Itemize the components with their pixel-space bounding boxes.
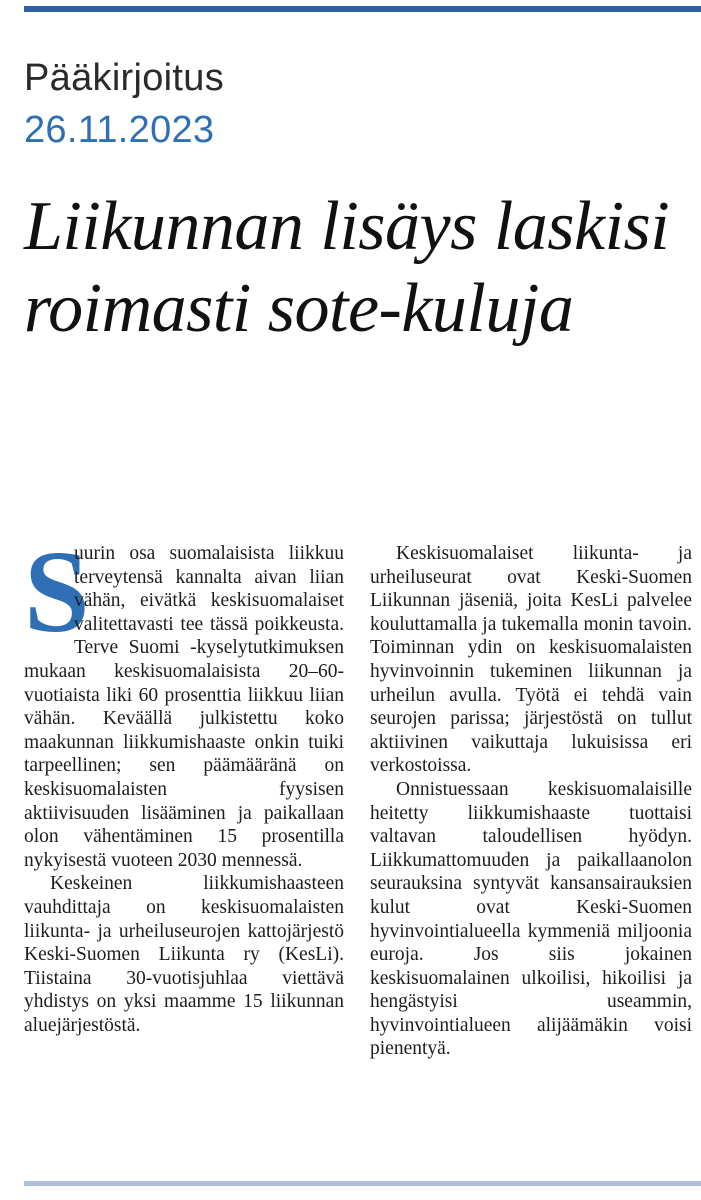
publication-date: 26.11.2023 — [24, 109, 215, 151]
headline: Liikunnan lisäys laskisi roimasti sote-kuluja — [24, 188, 670, 347]
paragraph-4: Onnistuessaan keskisuomalaisille heitetty liikkumishaaste tuottaisi valtavan taloudellisen hyödyn. Liikkumattomuuden ja paikallaanolon seurauksina syntyvät kansansairauksien kulut ovat Keski-Suomen hyvinvointialueella kymmeniä miljoonia euroja. Jos siis jokainen keskisuomalainen ulkoilisi, hikoilisi ja hengästyisi useammin, hyvinvointialueen alijäämäkin voisi pienentyä. — [370, 778, 692, 1060]
paragraph-3: Keskisuomalaiset liikunta- ja urheiluseurat ovat Keski-Suomen Liikunnan jäseniä, joita KesLi palvelee kouluttamalla ja tukemalla monin tavoin. Toiminnan ydin on keskisuomalaisten hyvinvoinnin tukeminen liikunnan ja urheilun avulla. Työtä ei tehdä vain seurojen parissa; järjestöstä on tullut aktiivinen vaikuttaja lukuisissa eri verkostoissa. — [370, 543, 692, 777]
top-rule — [24, 6, 701, 12]
paragraph-2: Keskeinen liikkumishaasteen vauhdittaja on keskisuomalaisten liikunta- ja urheiluseurojen kattojärjestö Keski-Suomen Liikunta ry (KesLi). Tiistaina 30-vuotisjuhlaa viettävä yhdistys on yksi maamme 15 liikunnan aluejärjestöstä. — [24, 873, 344, 1036]
article-column-right — [370, 542, 692, 1061]
article-column-left — [24, 526, 344, 1037]
lead-text: uurin osa suomalaisista liikkuu terveytensä kannalta aivan liian vähän, eivätkä keskisuomalaiset valitettavasti tee tässä poikkeusta. Terve Suomi -kyselytutkimuksen mukaan keskisuomalaisista 20–60-vuotiaista liki 60 prosenttia liikkuu liian vähän. Keväällä julkistettu koko maakunnan liikkumishaaste onkin tuiki tarpeellinen; sen päämääränä on keskisuomalaisten fyysisen aktiivisuuden lisääminen ja paikallaan olon vähentäminen 15 prosentilla nykyisestä vuoteen 2030 mennessä. — [24, 543, 344, 871]
bottom-rule — [24, 1181, 701, 1186]
section-label: Pääkirjoitus — [24, 57, 225, 99]
lead-paragraph — [24, 526, 344, 872]
drop-cap: S — [24, 526, 90, 657]
